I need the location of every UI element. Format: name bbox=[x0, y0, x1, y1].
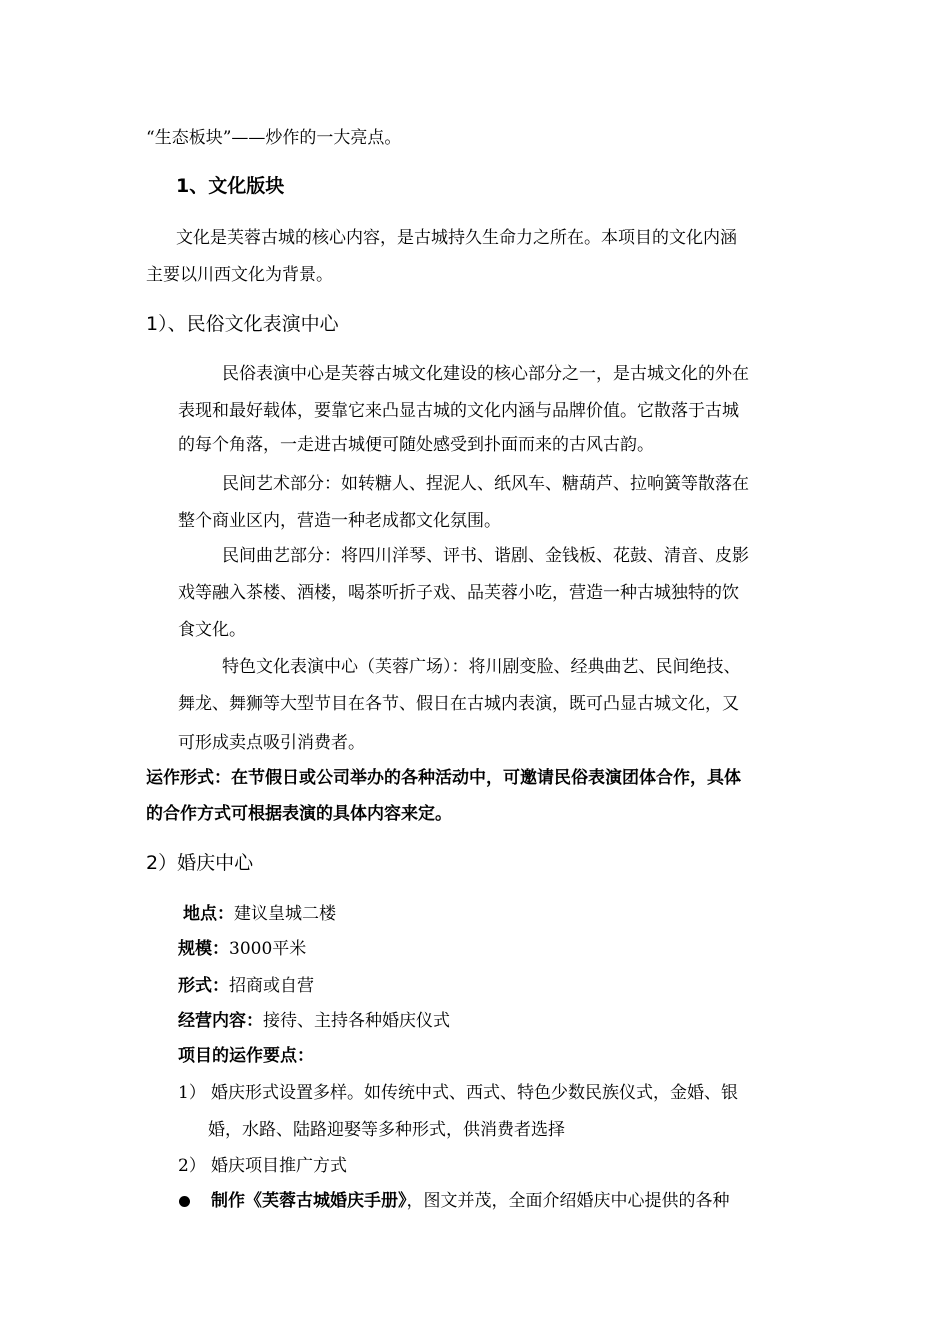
section-1-2-heading: 2）婚庆中心 bbox=[146, 852, 254, 874]
s1-paragraph-line: 主要以川西文化为背景。 bbox=[146, 265, 333, 285]
folk-art-line: 民间艺术部分：如转糖人、捏泥人、纸风车、糖葫芦、拉响簧等散落在 bbox=[222, 474, 749, 494]
operation-form-line: 运作形式：在节假日或公司举办的各种活动中，可邀请民俗表演团体合作，具体 bbox=[146, 768, 741, 788]
form-row bbox=[178, 975, 314, 997]
site-value: 建议皇城二楼 bbox=[234, 904, 336, 924]
section-1-heading: 1、文化版块 bbox=[176, 175, 285, 197]
list-item-2-text: 婚庆项目推广方式 bbox=[211, 1156, 347, 1176]
bullet-item-1-bold: 制作《芙蓉古城婚庆手册》 bbox=[211, 1191, 407, 1211]
list-item-1-line: 婚，水路、陆路迎娶等多种形式，供消费者选择 bbox=[208, 1120, 565, 1140]
folk-opera-line: 民间曲艺部分：将四川洋琴、评书、谐剧、金钱板、花鼓、清音、皮影 bbox=[222, 546, 749, 566]
site-label: 地点： bbox=[183, 904, 234, 924]
bullet-item-1 bbox=[211, 1190, 730, 1212]
feature-show-line: 特色文化表演中心（芙蓉广场）：将川剧变脸、经典曲艺、民间绝技、 bbox=[222, 657, 741, 677]
business-row bbox=[178, 1010, 450, 1032]
list-item-2-number: 2） bbox=[178, 1156, 206, 1176]
folk-paragraph-line: 民俗表演中心是芙蓉古城文化建设的核心部分之一，是古城文化的外在 bbox=[222, 364, 749, 384]
list-item-1-line: 婚庆形式设置多样。如传统中式、西式、特色少数民族仪式，金婚、银 bbox=[211, 1083, 738, 1103]
scale-value: 3000平米 bbox=[229, 939, 307, 959]
bullet-item-1-rest: ，图文并茂，全面介绍婚庆中心提供的各种 bbox=[406, 1191, 730, 1211]
section-1-1-heading: 1）、民俗文化表演中心 bbox=[146, 313, 339, 335]
folk-paragraph-line: 表现和最好载体，要靠它来凸显古城的文化内涵与品牌价值。它散落于古城 bbox=[178, 401, 739, 421]
feature-show-line: 舞龙、舞狮等大型节目在各节、假日在古城内表演，既可凸显古城文化，又 bbox=[178, 694, 739, 714]
form-label: 形式： bbox=[178, 976, 229, 996]
folk-paragraph-line: 的每个角落，一走进古城便可随处感受到扑面而来的古风古韵。 bbox=[178, 435, 654, 455]
form-value: 招商或自营 bbox=[229, 976, 314, 996]
folk-opera-line: 食文化。 bbox=[178, 620, 246, 640]
folk-art-line: 整个商业区内，营造一种老成都文化氛围。 bbox=[178, 511, 501, 531]
key-points-heading: 项目的运作要点： bbox=[178, 1046, 314, 1066]
site-row bbox=[183, 903, 336, 925]
intro-tail-text: “生态板块”——炒作的一大亮点。 bbox=[146, 128, 402, 148]
operation-form-line: 的合作方式可根据表演的具体内容来定。 bbox=[146, 804, 452, 824]
scale-row bbox=[178, 938, 306, 960]
scale-label: 规模： bbox=[178, 939, 229, 959]
list-item-1-number: 1） bbox=[178, 1083, 206, 1103]
business-label: 经营内容： bbox=[178, 1011, 263, 1031]
s1-paragraph-line: 文化是芙蓉古城的核心内容，是古城持久生命力之所在。本项目的文化内涵 bbox=[176, 228, 737, 248]
business-value: 接待、主持各种婚庆仪式 bbox=[263, 1011, 450, 1031]
bullet-icon bbox=[179, 1196, 190, 1207]
folk-opera-line: 戏等融入茶楼、酒楼，喝茶听折子戏、品芙蓉小吃，营造一种古城独特的饮 bbox=[178, 583, 739, 603]
feature-show-line: 可形成卖点吸引消费者。 bbox=[178, 733, 365, 753]
